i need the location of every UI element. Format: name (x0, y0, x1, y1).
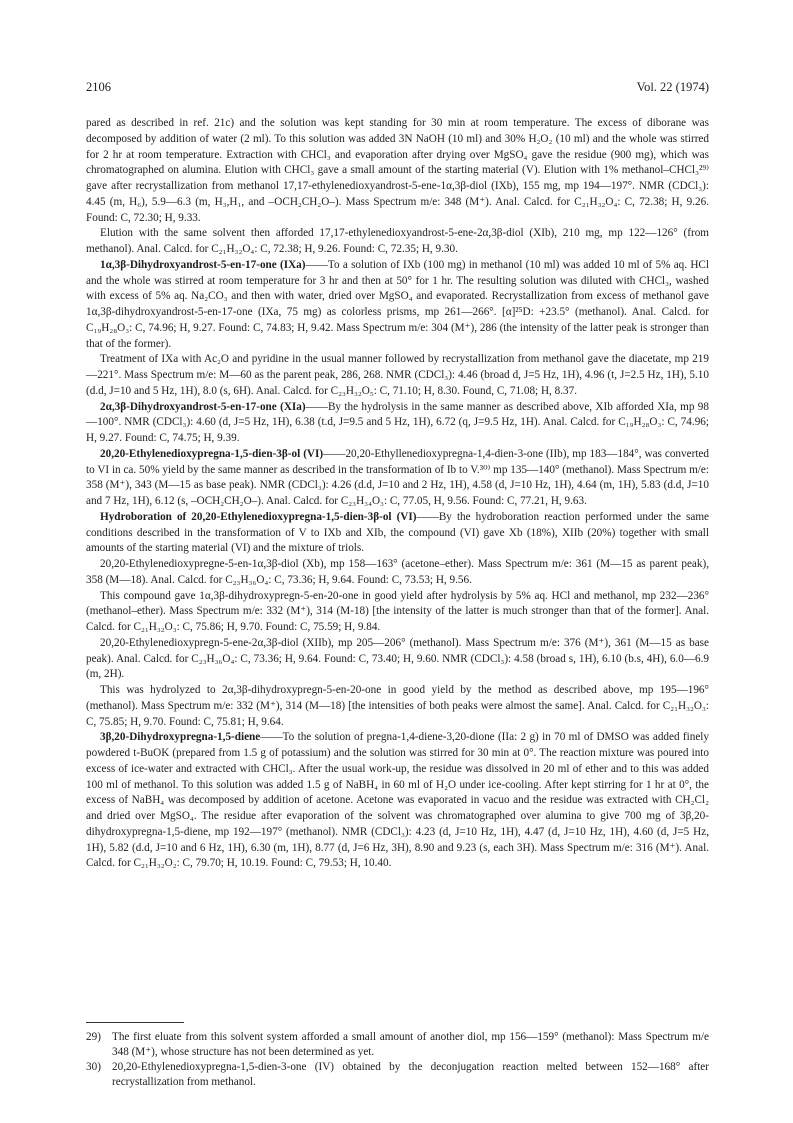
paragraph (86, 226, 709, 258)
footnote-number: 29) (86, 1031, 101, 1043)
footnote-text: The first eluate from this solvent system afforded a small amount of another diol, mp 156—159° (methanol): Mass Spectrum m/e 348 (M⁺), whose structure has not been determined as yet. (112, 1031, 709, 1058)
paragraph-text: Treatment of IXa with Ac₂O and pyridine in the usual manner followed by recrystallization from methanol gave the diacetate, mp 219—221°. Mass Spectrum m/e: M—60 as the parent peak, 286, 268. NMR (CDCl₃): 4.46 (broad d, J=5 Hz, 1H), 4.96 (t, J=2.5 Hz, 1H), 5.10 (d.d, J=10 and 5 Hz, 1H), 8.0 (s, 6H). Anal. Calcd. for C₂₃H₃₂O₅: C, 71.10; H, 8.30. Found, C, 71.08; H, 8.37. (86, 353, 709, 397)
page-number: 2106 (86, 80, 111, 94)
paragraph (86, 447, 709, 510)
section-heading: 1α,3β-Dihydroxyandrost-5-en-17-one (IXa) (100, 258, 306, 271)
footnote-divider (86, 1022, 184, 1023)
paragraph (86, 352, 709, 399)
paragraph (86, 730, 709, 872)
paragraph (86, 258, 709, 353)
paragraph (86, 116, 709, 226)
paragraph-text: pared as described in ref. 21c) and the solution was kept standing for 30 min at room temperature. The excess of diborane was decomposed by addition of water (2 ml). To this solution was added 3N NaOH (10 ml) and 30% H₂O₂ (10 ml) and the whole was stirred for 2 hr at room temperature. Extraction with CHCl₃ and evaporation after drying over MgSO₄ gave the residue (900 mg), which was chromatographed on alumina. Elution with CHCl₃ gave a small amount of the starting material (V). Elution with 1% methanol–CHCl₃²⁹⁾ gave after recrystallization from methanol 17,17-ethylenedioxyandrost-5-ene-1α,3β-diol (IXb), 155 mg, mp 194—197°. NMR (CDCl₃): 4.45 (m, H₆), 5.9—6.3 (m, H₃,H₁, and –OCH₂CH₂O–). Mass Spectrum m/e: 348 (M⁺). Anal. Calcd. for C₂₁H₃₂O₄: C, 72.38; H, 9.26. Found: C, 72.30; H, 9.33. (86, 117, 709, 224)
paragraph (86, 510, 709, 557)
paragraph-text: ——To the solution of pregna-1,4-diene-3,20-dione (IIa: 2 g) in 70 ml of DMSO was added finely powdered t-BuOK (prepared from 1.5 g of potassium) and the solution was stirred for 30 min at 0°. The reaction mixture was poured into excess of ice-water and extracted with CHCl₃. After the usual work-up, the residue was dissolved in 20 ml of ether and to this was added 100 ml of methanol. To this solution was added 1.5 g of NaBH₄ in 60 ml of H₂O under ice-cooling. After kept stirring for 1 hr at 0°, the excess of NaBH₄ was decomposed by addition of acetone. Acetone was evaporated in vacuo and the residue was extracted with CH₂Cl₂ and dried over MgSO₄. The residue after evaporation of the solvent was chromatographed over alumina to give 700 mg of 3β,20-dihydroxypregna-1,5-diene, mp 192—197° (methanol). NMR (CDCl₃): 4.23 (d, J=10 Hz, 1H), 4.47 (d, J=10 Hz, 1H), 4.60 (d, J=5 Hz, 1H), 5.82 (d.d, J=10 and 6 Hz, 1H), 6.30 (m, 1H), 8.77 (d, J=6 Hz, 3H), 8.90 and 9.23 (s, each 3H). Mass Spectrum m/e: 316 (M⁺). Anal. Calcd. for C₂₁H₃₂O₂: C, 79.70; H, 10.19. Found: C, 79.53; H, 10.40. (86, 731, 709, 870)
paragraph-text: ——By the hydrolysis in the same manner as described above, XIb afforded XIa, mp 98—100°. NMR (CDCl₃): 4.60 (d, J=5 Hz, 1H), 6.38 (t.d, J=9.5 and 5 Hz, 1H), 6.72 (q, J=9.5 Hz, 1H). Anal. Calcd. for C₁₉H₂₈O₃: C, 74.96; H, 9.27. Found: C, 74.75; H, 9.39. (86, 400, 709, 444)
paragraph (86, 400, 709, 447)
footnote (86, 1060, 709, 1090)
footnotes (86, 1030, 709, 1090)
paragraph (86, 589, 709, 636)
section-heading: Hydroboration of 20,20-Ethylenedioxypregna-1,5-dien-3β-ol (VI) (100, 510, 417, 523)
paragraph-text: ——20,20-Ethyllenedioxypregna-1,4-dien-3-one (IIb), mp 183—184°, was converted to VI in ca. 50% yield by the same manner as described in the transformation of Ib to V.³⁰⁾ mp 135—140° (methanol). Mass Spectrum m/e: 358 (M⁺), 343 (M—15 as base peak). NMR (CDCl₃): 4.26 (d.d, J=10 and 2 Hz, 1H), 4.58 (d, J=10 Hz, 1H), 4.64 (m, 1H), 5.83 (d.d, J=10 and 7 Hz, 1H), 6.12 (s, –OCH₂CH₂O–). Anal. Calcd. for C₂₃H₃₄O₃: C, 77.05, H, 9.56. Found: C, 77.21, H, 9.63. (86, 447, 709, 507)
footnote (86, 1030, 709, 1060)
paragraph (86, 557, 709, 589)
section-heading: 20,20-Ethylenedioxypregna-1,5-dien-3β-ol (VI) (100, 447, 324, 460)
paragraph-text: This compound gave 1α,3β-dihydroxypregn-5-en-20-one in good yield after hydrolysis by 5% aq. HCl and methanol, mp 232—236° (methanol–ether). Mass Spectrum m/e: 332 (M⁺), 314 (M-18) [the intensity of the latter is much stronger than that of the former]. Anal. Calcd. for C₂₁H₃₂O₃: C, 75.86; H, 9.70. Found: C, 75.59; H, 9.84. (86, 589, 709, 633)
paragraph (86, 683, 709, 730)
paragraph-text: This was hydrolyzed to 2α,3β-dihydroxypregn-5-en-20-one in good yield by the method as described above, mp 195—196° (methanol). Mass Spectrum m/e: 332 (M⁺), 314 (M—18) [the intensities of both peaks were almost the same]. Anal. Calcd. for C₂₁H₃₂O₃: C, 75.85; H, 9.70. Found: C, 75.81; H, 9.64. (86, 684, 709, 728)
paragraph-text: ——By the hydroboration reaction performed under the same conditions described in the transformation of V to IXb and XIb, the compound (VI) gave Xb (18%), XIIb (20%) together with small amounts of the starting material (VI) and the mixture of triols. (86, 510, 709, 555)
section-heading: 3β,20-Dihydroxypregna-1,5-diene (100, 731, 261, 744)
paragraph-text: Elution with the same solvent then afforded 17,17-ethylenedioxyandrost-5-ene-2α,3β-diol (XIb), 210 mg, mp 122—126° (from methanol). Anal. Calcd. for C₂₁H₃₂O₄: C, 72.38; H, 9.26. Found: C, 72.35; H, 9.30. (86, 227, 709, 255)
paragraph-text: 20,20-Ethylenedioxypregne-5-en-1α,3β-diol (Xb), mp 158—163° (acetone–ether). Mass Spectrum m/e: 361 (M—15 as parent peak), 358 (M—18). Anal. Calcd. for C₂₃H₃₆O₄: C, 73.36; H, 9.64. Found: C, 73.53; H, 9.56. (86, 558, 709, 586)
paragraph (86, 636, 709, 683)
footnote-number: 30) (86, 1061, 101, 1073)
page-header (86, 80, 709, 95)
journal-volume: Vol. 22 (1974) (636, 80, 709, 94)
paragraph-text: ——To a solution of IXb (100 mg) in methanol (10 ml) was added 10 ml of 5% aq. HCl and the whole was stirred at room temperature for 3 hr and then at 50° for 1 hr. The resulting solution was diluted with CHCl₃, washed with excess of 5% aq. Na₂CO₃ and then with water, dried over MgSO₄ and evaporated. Recrystallization from excess of methanol gave 1α,3β-dihydroxyandrost-5-en-17-one (IXa, 75 mg) as colorless prisms, mp 261—266°. [α]²⁵D: +23.5° (methanol). Anal. Calcd. for C₁₉H₂₈O₃: C, 74.96; H, 9.27. Found: C, 74.83; H, 9.42. Mass Spectrum m/e: 304 (M⁺), 286 (the intensity of the latter peak is stronger than that of the former). (86, 258, 709, 350)
section-heading: 2α,3β-Dihydroxyandrost-5-en-17-one (XIa) (100, 400, 306, 413)
footnote-text: 20,20-Ethylenedioxypregna-1,5-dien-3-one (IV) obtained by the deconjugation reaction melted between 152—168° after recrystallization from methanol. (112, 1061, 709, 1088)
body-text (86, 116, 709, 872)
paragraph-text: 20,20-Ethylenedioxypregn-5-ene-2α,3β-diol (XIIb), mp 205—206° (methanol). Mass Spectrum m/e: 376 (M⁺), 361 (M—15 as base peak). Anal. Calcd. for C₂₃H₃₆O₄: C, 73.36; H, 9.64. Found: C, 73.40; H, 9.60. NMR (CDCl₃): 4.58 (broad s, 1H), 6.10 (b.s, 4H), 6.0—6.9 (m, 2H). (86, 636, 709, 681)
